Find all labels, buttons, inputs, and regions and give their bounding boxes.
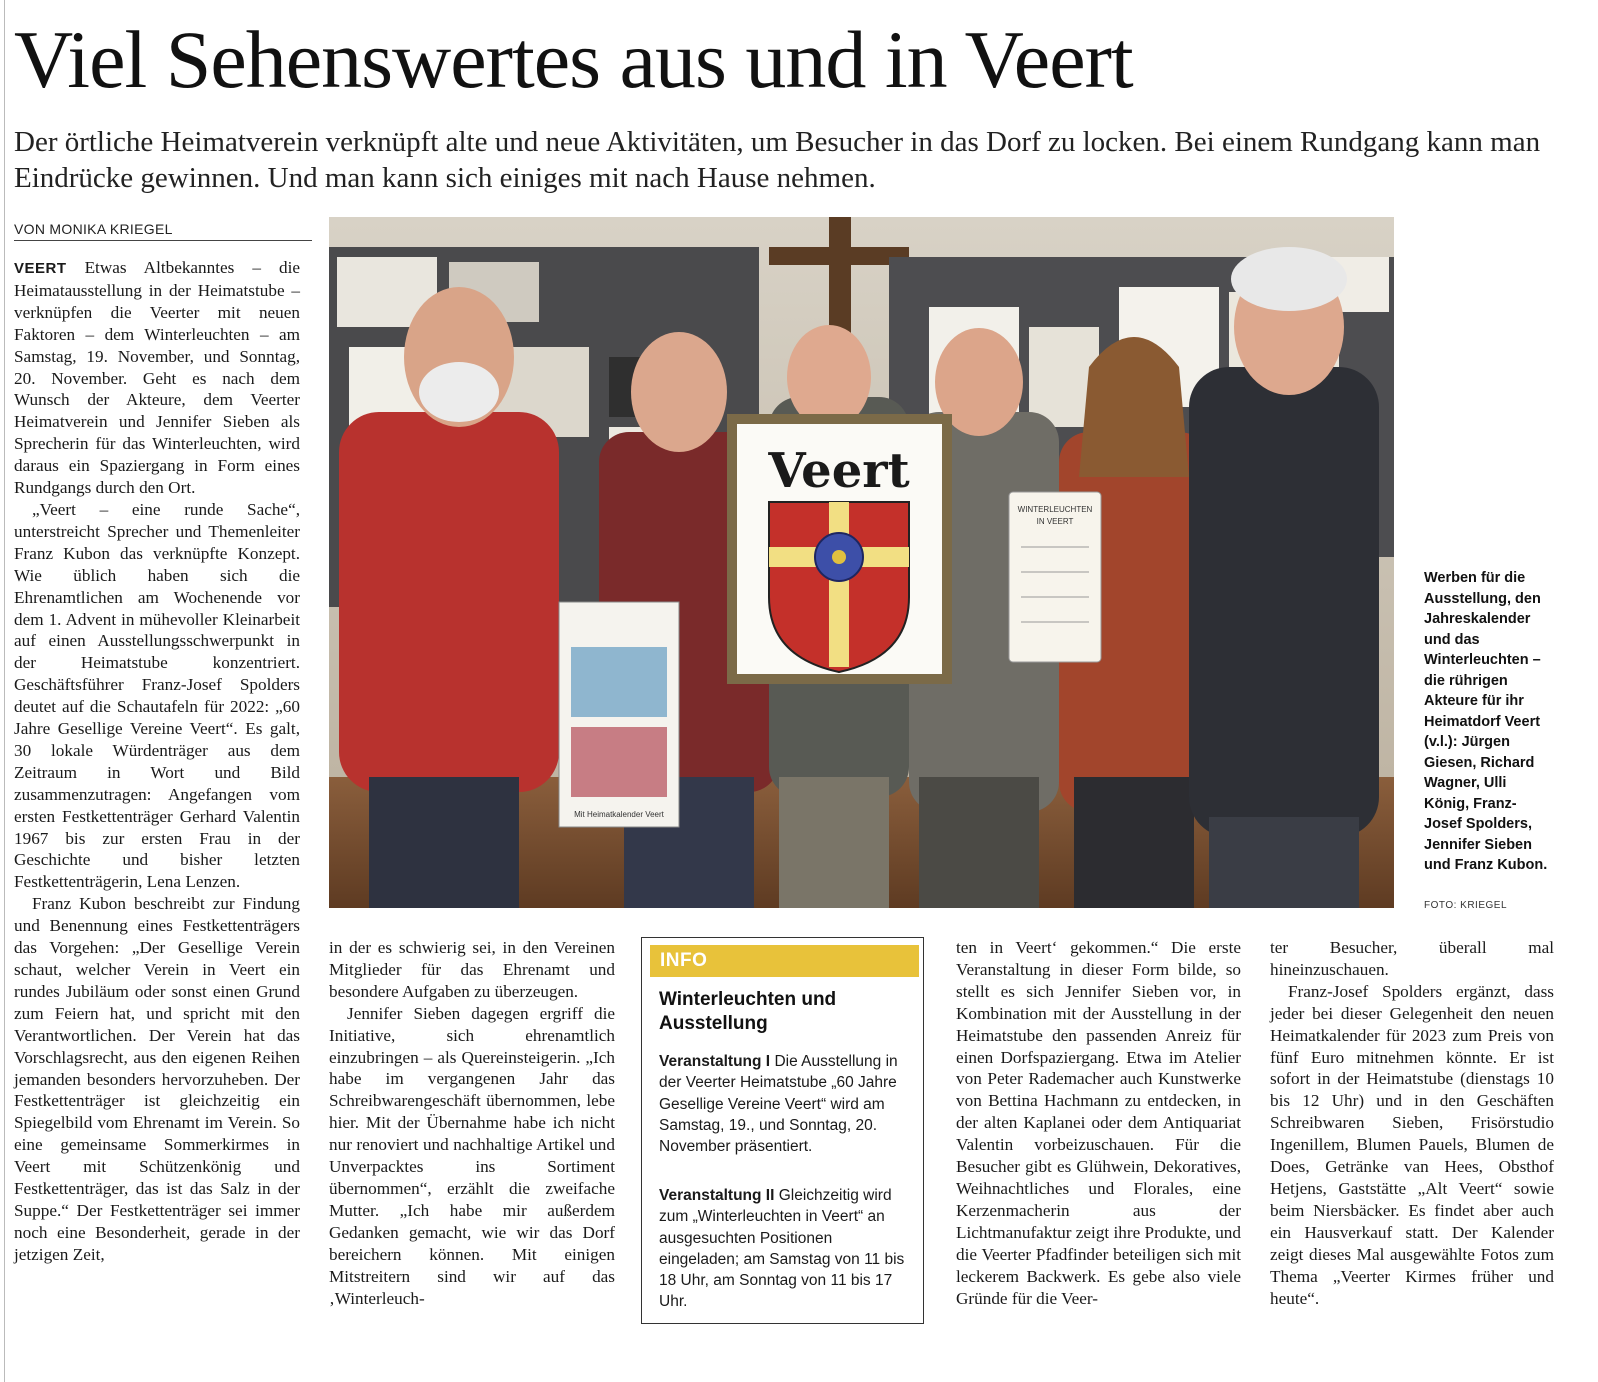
info-item-text: Die Ausstellung in der Veerter Heimatstube „60 Jahre Gesellige Vereine Veert“ wird am Samstag, 19., und Sonntag, 20. November präsentiert. — [659, 1053, 898, 1156]
info-item-label: Veranstaltung II — [659, 1187, 775, 1204]
info-tag-label: INFO — [660, 950, 708, 971]
info-tag — [650, 945, 919, 977]
paragraph-text: Etwas Altbekanntes – die Heimatausstellung in der Heimatstube – verknüpfen die Veerter mit neuen Faktoren – dem Winterleuchten – am Samstag, 19. November, und Sonntag, 20. November. Geht es nach dem Wunsch der Akteure, dem Veerter Heimatverein und Jennifer Sieben als Sprecherin für das Winterleuchten, wird daraus ein Spaziergang in Form eines Rundgangs durch den Ort. — [14, 258, 301, 498]
photo-credit: FOTO: KRIEGEL — [1424, 900, 1507, 911]
paragraph: in der es schwierig sei, in den Vereinen Mitglieder für das Ehrenamt und besondere Aufgaben zu überzeugen. — [329, 938, 615, 1001]
article-column-5 — [1270, 937, 1554, 1309]
paragraph: Franz-Josef Spolders ergänzt, dass jeder bei dieser Gelegenheit den neuen Heimatkalender für 2023 zum Preis von fünf Euro mitnehmen könnte. Er ist sofort in der Heimatstube (dienstags 10 bis 12 Uhr) und in den Geschäften Schreibwaren Sieben, Frisörstudio Ingenillem, Blumen Pauels, Blumen de Does, Getränke van Hees, Obsthof Hetjens, Gaststätte „Alt Veert“ sowie beim Niersbäcker. Es findet aber auch ein Hausverkauf statt. Der Kalender zeigt dieses Mal ausgewählte Fotos zum Thema „Veerter Kirmes früher und heute“. — [1270, 981, 1554, 1308]
article-column-4 — [956, 937, 1241, 1309]
paragraph: ten in Veert‘ gekommen.“ Die erste Veranstaltung in dieser Form bilde, so stellt es sich Jennifer Sieben vor, in Kombination mit der Ausstellung in der Heimatstube den passenden Anreiz für einen Dorfspaziergang. Etwa im Atelier von Peter Rademacher auch Kunstwerke von Bettina Hachmann zu entdecken, in der alten Kaplanei oder dem Antiquariat Valentin vorbeizuschauen. Für die Besucher gibt es Glühwein, Dekoratives, Weihnachtliches und Florales, eine Kerzenmacherin aus der Lichtmanufaktur zeigt ihre Produkte, und die Veerter Pfadfinder beteiligen sich mit leckerem Backwerk. Es gebe also viele Gründe für die Veer- — [956, 938, 1241, 1308]
paragraph: Jennifer Sieben dagegen ergriff die Initiative, sich ehrenamtlich einzubringen – als Quereinsteigerin. „Ich habe im vergangenen Jahr das Schreibwarengeschäft übernommen, lebe hier. Mit der Übernahme habe ich nicht nur renoviert und nachhaltige Artikel und Unverpacktes ins Sortiment übernommen“, erzählt die zweifache Mutter. „Ich habe mir außerdem Gedanken gemacht, wie wir das Dorf bereichern können. Mit einigen Mitstreitern sind wir auf das ‚Winterleuch- — [329, 1003, 615, 1308]
info-item-2 — [659, 1185, 909, 1313]
paragraph: Franz Kubon beschreibt zur Findung und Benennung eines Festkettenträgers das Vorgehen: „Der Gesellige Verein schaut, welcher Verein in Veert ein rundes Jubiläum oder sonst einen Grund zum Feiern hat, und spricht mit den Verantwortlichen. Der Verein hat das Vorschlagsrecht, aus den eigenen Reihen jemanden besonders hervorzuheben. Der Festkettenträger ist gleichzeitig ein Spiegelbild vom Ehrenamt im Verein. So eine gemeinsame Sommerkirmes in Veert mit Schützenkönig und Festkettenträger, das ist das Salz in der Suppe.“ Der Festkettenträger sei immer noch eine Besonderheit, gerade in der jetzigen Zeit, — [14, 894, 300, 1264]
poster-line-1: WINTERLEUCHTEN — [1017, 505, 1093, 514]
info-box — [641, 937, 924, 1324]
poster-line-2: IN VEERT — [1036, 517, 1074, 526]
subheadline: Der örtliche Heimatverein verknüpft alte und neue Aktivitäten, um Besucher in das Dorf zu locken. Bei einem Rundgang kann man Eindrücke gewinnen. Und man kann sich einiges mit nach Hause nehmen. — [14, 126, 1541, 194]
paragraph — [14, 257, 300, 499]
dateline: VEERT — [14, 260, 67, 277]
article-column-2 — [329, 937, 615, 1309]
info-title: Winterleuchten und Ausstellung — [659, 989, 837, 1034]
paragraph: „Veert – eine runde Sache“, unterstreicht Sprecher und Themenleiter Franz Kubon das verknüpfte Konzept. Wie üblich haben sich die Ehrenamtlichen am Wochenende vor dem 1. Advent in mühevoller Kleinarbeit auf einen Ausstellungsschwerpunkt in der Heimatstube konzentriert. Geschäftsführer Franz-Josef Spolders deutet auf die Schautafeln für 2022: „60 Jahre Gesellige Vereine Veert“. Es galt, 30 lokale Würdenträger aus dem Zeitraum in Wort und Bild zusammenzutragen: Angefangen vom ersten Festkettenträger Gerhard Valentin 1967 bis zur ersten Frau in der Geschichte und bisher letzten Festkettenträgerin, Lena Lenzen. — [14, 499, 300, 892]
calendar-label: Mit Heimatkalender Veert — [574, 810, 664, 819]
info-item-text: Gleichzeitig wird zum „Winterleuchten in Veert“ an ausgesuchten Positionen eingeladen; am Samstag von 11 bis 18 Uhr, am Sonntag von 11 bis 17 Uhr. — [659, 1187, 905, 1311]
byline-rule — [14, 240, 312, 241]
photo-illustration — [329, 217, 1394, 908]
paragraph: ter Besucher, überall mal hineinzuschauen. — [1270, 938, 1554, 979]
coat-of-arms-title: Veert — [768, 443, 910, 499]
photo-caption: Werben für die Ausstellung, den Jahreskalender und das Winterleuchten – die rührigen Akteure für ihr Heimatdorf Veert (v.l.): Jürgen Giesen, Richard Wagner, Ulli König, Franz-Josef Spolders, Jennifer Sieben und Franz Kubon. — [1424, 570, 1548, 873]
article-column-1 — [14, 257, 300, 1266]
info-item-label: Veranstaltung I — [659, 1053, 771, 1070]
byline: VON MONIKA KRIEGEL — [14, 221, 173, 237]
info-item-1 — [659, 1051, 909, 1157]
page-left-rule — [4, 0, 5, 1382]
article-photo — [329, 217, 1394, 908]
headline: Viel Sehenswertes aus und in Veert — [14, 14, 1133, 105]
